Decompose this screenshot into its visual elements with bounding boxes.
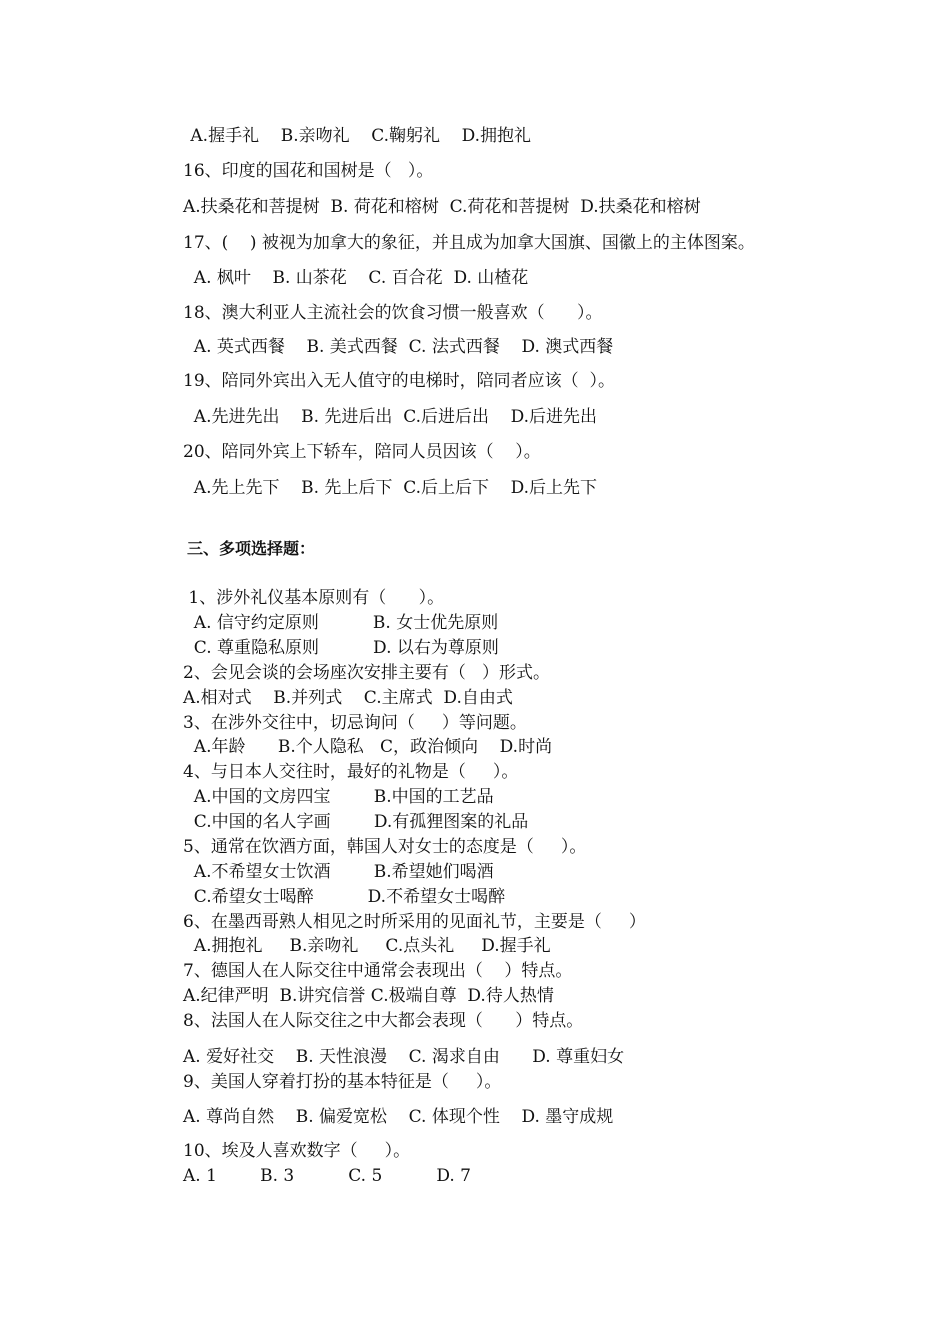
multi-line: C.中国的名人字画 D.有孤狸图案的礼品: [183, 812, 529, 832]
q15-options: A.握手礼 B.亲吻礼 C.鞠躬礼 D.拥抱礼: [185, 126, 532, 146]
multi-line: 9、美国人穿着打扮的基本特征是（ ）。: [183, 1072, 502, 1092]
multi-line: 1、涉外礼仪基本原则有（ ）。: [183, 588, 445, 608]
multi-line: A.不希望女士饮酒 B.希望她们喝酒: [183, 862, 494, 882]
q17-options: A. 枫叶 B. 山茶花 C. 百合花 D. 山楂花: [183, 268, 529, 288]
q19-options: A.先进先出 B. 先进后出 C.后进后出 D.后进先出: [183, 407, 598, 427]
multi-line: A.年龄 B.个人隐私 C，政治倾向 D.时尚: [183, 737, 553, 757]
q17-stem: 17、( ) 被视为加拿大的象征，并且成为加拿大国旗、国徽上的主体图案。: [183, 233, 755, 253]
multi-line: C. 尊重隐私原则 D. 以右为尊原则: [183, 638, 499, 658]
q16-options: A.扶桑花和菩提树 B. 荷花和榕树 C.荷花和菩提树 D.扶桑花和榕树: [183, 197, 701, 217]
q16-stem: 16、印度的国花和国树是（ ）。: [183, 161, 434, 181]
q18-stem: 18、澳大利亚人主流社会的饮食习惯一般喜欢（ ）。: [183, 303, 603, 323]
multi-line: A.拥抱礼 B.亲吻礼 C.点头礼 D.握手礼: [183, 936, 551, 956]
multi-line: A.纪律严明 B.讲究信誉 C.极端自尊 D.待人热情: [183, 986, 554, 1006]
multi-line: A. 1 B. 3 C. 5 D. 7: [183, 1166, 471, 1186]
multi-line: 6、在墨西哥熟人相见之时所采用的见面礼节，主要是（ ）: [183, 912, 646, 932]
multi-line: 7、德国人在人际交往中通常会表现出（ ）特点。: [183, 961, 573, 981]
q20-stem: 20、陪同外宾上下轿车，陪同人员因该（ ）。: [183, 442, 541, 462]
q19-stem: 19、陪同外宾出入无人值守的电梯时，陪同者应该（ ）。: [183, 371, 615, 391]
multi-line: 3、在涉外交往中，切忌询问（ ）等问题。: [183, 713, 527, 733]
section-heading-multi-choice: 三、多项选择题：: [187, 539, 316, 558]
multi-line: A.中国的文房四宝 B.中国的工艺品: [183, 787, 494, 807]
multi-line: 8、法国人在人际交往之中大都会表现（ ）特点。: [183, 1011, 584, 1031]
multi-line: A.相对式 B.并列式 C.主席式 D.自由式: [183, 688, 513, 708]
multi-line: 4、与日本人交往时，最好的礼物是（ ）。: [183, 762, 519, 782]
multi-line: A. 信守约定原则 B. 女士优先原则: [183, 613, 499, 633]
multi-line: A. 爱好社交 B. 天性浪漫 C. 渴求自由 D. 尊重妇女: [183, 1047, 625, 1067]
q20-options: A.先上先下 B. 先上后下 C.后上后下 D.后上先下: [183, 478, 598, 498]
q18-options: A. 英式西餐 B. 美式西餐 C. 法式西餐 D. 澳式西餐: [183, 337, 614, 357]
multi-line: A. 尊尚自然 B. 偏爱宽松 C. 体现个性 D. 墨守成规: [183, 1107, 614, 1127]
multi-line: 2、会见会谈的会场座次安排主要有（ ）形式。: [183, 663, 551, 683]
multi-line: 5、通常在饮酒方面，韩国人对女士的态度是（ ）。: [183, 837, 587, 857]
multi-line: 10、埃及人喜欢数字（ ）。: [183, 1141, 411, 1161]
multi-line: C.希望女士喝醉 D.不希望女士喝醉: [183, 887, 506, 907]
